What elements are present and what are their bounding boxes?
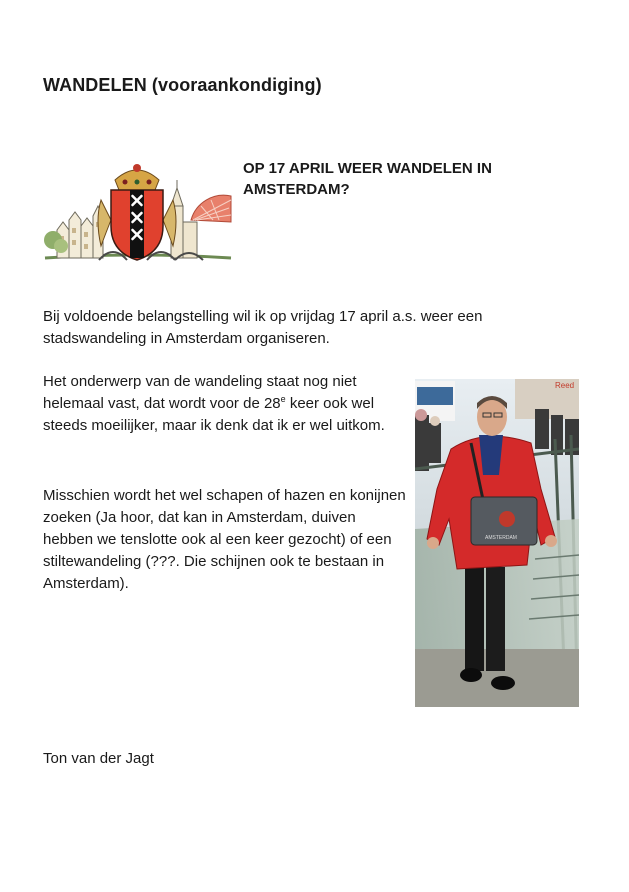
article-subtitle: OP 17 APRIL WEER WANDELEN IN AMSTERDAM?	[243, 160, 492, 198]
bag-text: AMSTERDAM	[485, 535, 517, 541]
paragraph-2-text-a: Het onderwerp van de wandeling staat nog niet helemaal vast, dat wordt voor de 28	[43, 373, 357, 412]
page-title: WANDELEN (vooraankondiging)	[43, 75, 322, 95]
author-photo	[415, 379, 579, 707]
paragraph-3: Misschien wordt het wel schapen of hazen en konijnen zoeken (Ja hoor, dat kan in Amsterdam, duiven hebben we tenslotte ook al een keer gezocht) of een stiltewandeling (???. Die schijnen ook te bestaan in Amsterdam).	[43, 487, 406, 592]
photo-sign-text: Reed	[555, 381, 575, 390]
ordinal-superscript: e	[280, 394, 286, 404]
author-signature: Ton van der Jagt	[43, 750, 154, 767]
paragraph-2-text-b: keer ook wel steeds moeilijker, maar ik denk dat ik er wel uitkom.	[43, 395, 385, 434]
paragraph-1: Bij voldoende belangstelling wil ik op vrijdag 17 april a.s. weer een stadswandeling in Amsterdam organiseren.	[43, 308, 483, 347]
paragraph-2	[43, 371, 405, 437]
amsterdam-logo-icon	[43, 160, 233, 270]
